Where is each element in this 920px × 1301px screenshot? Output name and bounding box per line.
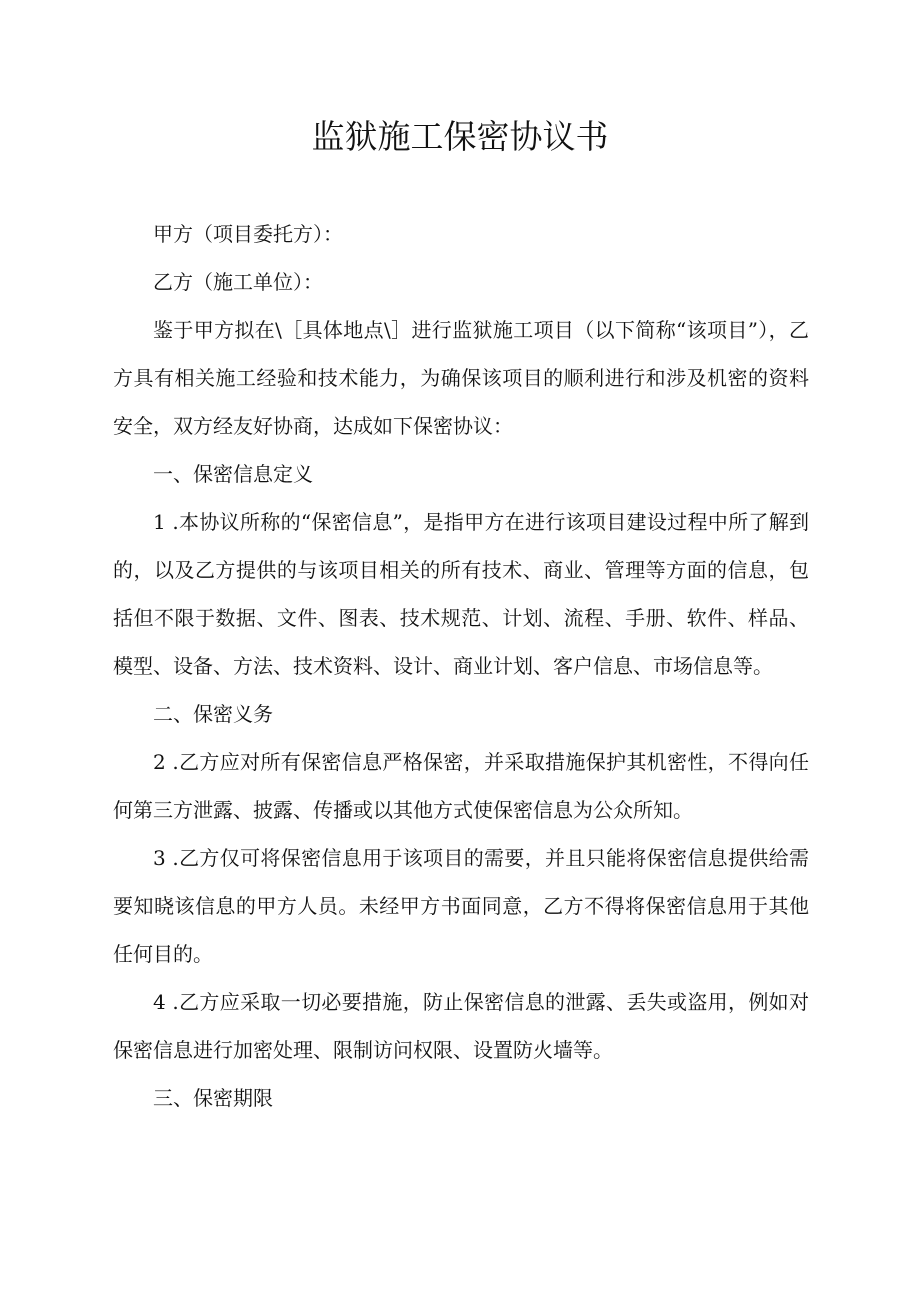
clause-4-paragraph: 4 .乙方应采取一切必要措施，防止保密信息的泄露、丢失或盗用，例如对保密信息进行加密处理、限制访问权限、设置防火墙等。: [113, 990, 809, 1062]
preamble-paragraph: 鉴于甲方拟在\［具体地点\］进行监狱施工项目（以下简称“该项目”），乙方具有相关施工经验和技术能力，为确保该项目的顺利进行和涉及机密的资料安全，双方经友好协商，达成如下保密协议：: [113, 318, 809, 438]
clause-2-paragraph: 2 .乙方应对所有保密信息严格保密，并采取措施保护其机密性，不得向任何第三方泄露、披露、传播或以其他方式使保密信息为公众所知。: [113, 750, 809, 822]
section-heading-confidential-obligations: 二、保密义务: [153, 702, 273, 726]
document-body: [113, 210, 809, 1122]
party-b-line: 乙方（施工单位）：: [153, 270, 323, 294]
clause-1-paragraph: 1 .本协议所称的“保密信息”，是指甲方在进行该项目建设过程中所了解到的，以及乙方提供的与该项目相关的所有技术、商业、管理等方面的信息，包括但不限于数据、文件、图表、技术规范、计划、流程、手册、软件、样品、模型、设备、方法、技术资料、设计、商业计划、客户信息、市场信息等。: [113, 510, 809, 678]
clause-3-paragraph: 3 .乙方仅可将保密信息用于该项目的需要，并且只能将保密信息提供给需要知晓该信息的甲方人员。未经甲方书面同意，乙方不得将保密信息用于其他任何目的。: [113, 846, 809, 966]
section-heading-confidential-period: 三、保密期限: [153, 1086, 273, 1110]
section-heading-confidential-definition: 一、保密信息定义: [153, 462, 313, 486]
party-a-line: 甲方（项目委托方）：: [153, 222, 343, 246]
document-title: 监狱施工保密协议书: [311, 117, 609, 156]
